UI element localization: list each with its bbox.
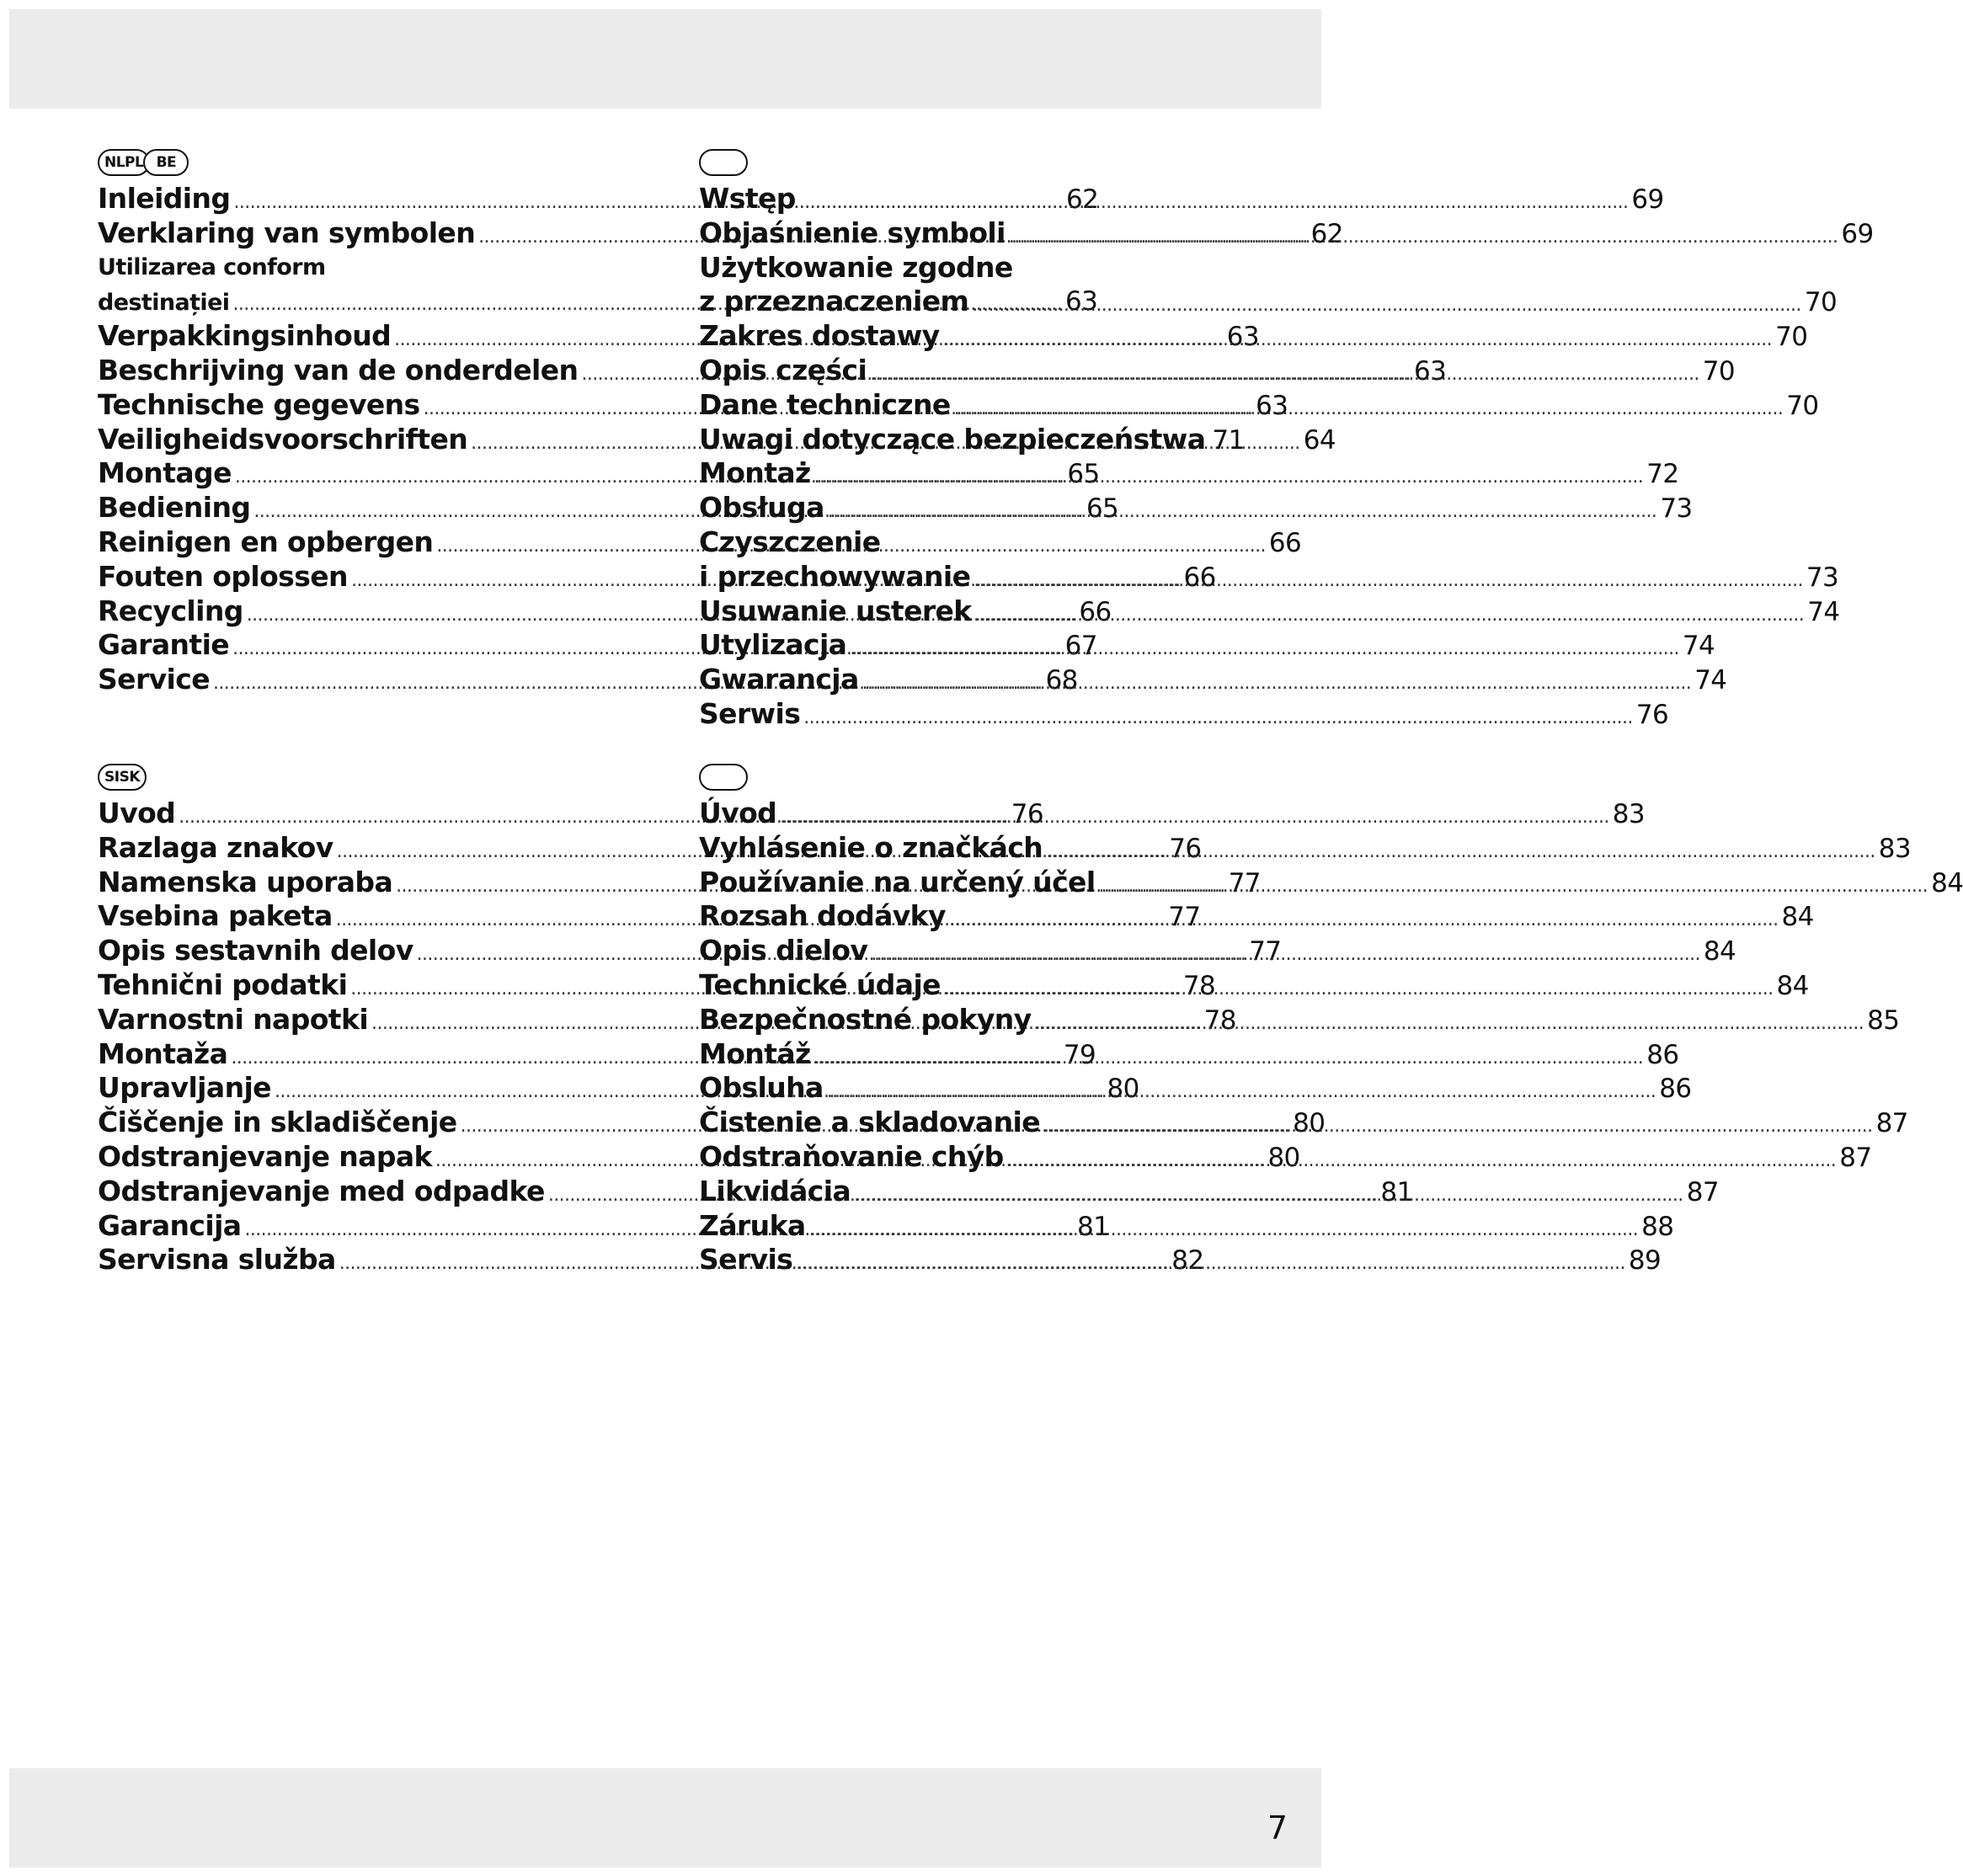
toc-entry-page: 76	[1169, 833, 1202, 864]
language-badges	[98, 143, 628, 182]
toc-entry-page: 62	[1310, 218, 1343, 249]
toc-entry-title: Odstraňovanie chýb	[699, 1139, 1004, 1173]
toc-entry-title: Používanie na určený účel	[699, 865, 1096, 898]
dot-leader	[828, 495, 1657, 530]
toc-entry-title: Technické údaje	[699, 967, 941, 1001]
toc-entry-page: 74	[1694, 665, 1727, 696]
toc-entry[interactable]	[699, 285, 1838, 319]
toc-entry-page: 70	[1702, 355, 1735, 386]
toc-entry-title: Montáž	[699, 1037, 811, 1070]
toc-entry-page: 70	[1804, 287, 1838, 318]
toc-entry-page: 80	[1293, 1108, 1326, 1139]
toc-entry-page: 73	[1806, 562, 1839, 593]
dot-leader	[949, 903, 1779, 938]
toc-entry-page: 88	[1641, 1211, 1674, 1242]
toc-entry-title: Úvod	[699, 797, 777, 829]
toc-entry-page: 66	[1268, 527, 1302, 558]
toc-entry-title: Montage	[98, 456, 232, 490]
language-badge	[699, 149, 748, 176]
toc-entry-page: 85	[1867, 1005, 1900, 1036]
toc-entry[interactable]	[699, 628, 1715, 663]
toc-entry-title: Uwagi dotyczące bezpieczeństwa	[699, 422, 1206, 456]
dot-leader	[870, 358, 1699, 392]
toc-entry[interactable]	[699, 251, 1230, 285]
toc-entry-title: Odstranjevanje napak	[98, 1139, 432, 1173]
toc-entry-title: Čiščenje in skladiščenje	[98, 1106, 457, 1139]
language-badge: SISK	[98, 764, 147, 791]
toc-entry-title: Garantie	[98, 628, 230, 662]
toc-entry-title: Beschrijving van de onderdelen	[98, 353, 579, 386]
dot-leader	[1046, 835, 1875, 870]
toc-entry-title: Dane techniczne	[699, 387, 951, 421]
toc-entry-title: Montaż	[699, 456, 811, 490]
toc-entry-page: 66	[1079, 596, 1112, 627]
toc-entry-page: 76	[1011, 799, 1044, 829]
toc-entry-page: 64	[1303, 424, 1336, 456]
toc-entry[interactable]	[699, 182, 1664, 216]
toc-entry-page: 70	[1775, 322, 1808, 353]
toc-entry[interactable]	[699, 663, 1727, 697]
toc-entry-page: 62	[1066, 184, 1099, 215]
dot-leader	[780, 801, 1609, 835]
toc-entry-page: 65	[1086, 493, 1119, 525]
toc-entry-title: Bediening	[98, 491, 251, 525]
toc-entry-title: Reinigen en opbergen	[98, 525, 434, 558]
toc-entry-title: z przeznaczeniem	[699, 285, 969, 318]
toc-entry-page: 63	[1414, 355, 1447, 386]
toc-entry-page: 71	[1212, 424, 1245, 456]
toc-entry-page: 69	[1631, 184, 1664, 215]
dot-leader	[814, 461, 1644, 495]
toc-entry-title: Opis części	[699, 353, 867, 386]
dot-leader	[972, 289, 1801, 323]
toc-entry[interactable]	[699, 696, 1669, 732]
toc-entry-title: Wstęp	[699, 182, 796, 215]
toc-entry-title: destinației	[98, 290, 230, 317]
toc-entry-title: Bezpečnostné pokyny	[699, 1002, 1032, 1036]
toc-entry-page: 86	[1659, 1074, 1692, 1105]
toc-entry-title: i przechowywanie	[699, 559, 971, 593]
toc-entry-page: 83	[1878, 833, 1911, 864]
toc-entry-page: 87	[1686, 1176, 1719, 1207]
toc-entry-page: 87	[1839, 1142, 1872, 1173]
language-badges	[98, 758, 628, 797]
toc-entry-page: 67	[1064, 631, 1097, 662]
toc-entry-title: Montaža	[98, 1037, 228, 1070]
toc-entry-page: 73	[1660, 493, 1693, 525]
toc-entry-title: Usuwanie usterek	[699, 594, 972, 627]
language-badges	[699, 758, 1230, 797]
toc-entry-title: Zakres dostawy	[699, 319, 940, 353]
toc-entry-page: 84	[1776, 970, 1809, 1001]
toc-entry-page: 74	[1807, 596, 1840, 627]
toc-entry-title: Serwis	[699, 696, 801, 730]
dot-leader	[796, 1247, 1625, 1282]
page-number: 7	[1267, 1809, 1288, 1847]
toc-entry[interactable]	[98, 251, 628, 285]
toc-entry-title: Veiligheidsvoorschriften	[98, 422, 468, 456]
toc-entry[interactable]	[699, 1208, 1674, 1244]
toc-entry-title: Utilizarea conform	[98, 253, 326, 280]
header-band	[9, 9, 1321, 109]
toc-entry[interactable]	[699, 594, 1840, 629]
toc-entry[interactable]	[699, 1243, 1662, 1277]
toc-entry-page: 69	[1841, 218, 1874, 249]
toc-entry-page: 65	[1067, 459, 1100, 490]
toc-entry-title: Objaśnienie symboli	[699, 216, 1006, 249]
footer-band	[9, 1768, 1321, 1868]
language-badge	[699, 764, 748, 791]
toc-entry-page: 80	[1107, 1074, 1139, 1105]
toc-entry-title: Vsebina paketa	[98, 899, 333, 933]
toc-entry-title: Servisna služba	[98, 1243, 336, 1276]
dot-leader	[973, 564, 1803, 599]
toc-entry-title: Čistenie a skladovanie	[699, 1106, 1040, 1139]
toc-entry[interactable]	[699, 1002, 1900, 1037]
dot-leader	[954, 392, 1784, 427]
toc-entry-title: Verklaring van symbolen	[98, 216, 476, 249]
toc-entry[interactable]	[699, 1037, 1679, 1072]
dot-leader	[854, 1179, 1683, 1213]
dot-leader	[1035, 1007, 1864, 1042]
toc-entry-page: 63	[1226, 322, 1259, 353]
toc-entry-page: 68	[1045, 665, 1078, 696]
toc-entry-page: 74	[1682, 631, 1715, 662]
toc-entry[interactable]	[699, 967, 1809, 1003]
toc-entry-title: Likvidácia	[699, 1174, 851, 1207]
toc-entry-page: 78	[1182, 970, 1216, 1001]
toc-entry-page: 70	[1786, 390, 1819, 421]
toc-entry-page: 84	[1703, 936, 1736, 967]
toc-entry-title: Odstranjevanje med odpadke	[98, 1174, 545, 1207]
toc-entry-title: Garancija	[98, 1208, 242, 1242]
toc-entry[interactable]	[699, 491, 1693, 525]
toc-entry-title: Rozsah dodávky	[699, 899, 946, 933]
toc-entry-title: Verpakkingsinhoud	[98, 319, 392, 353]
toc-entry-page: 84	[1781, 902, 1814, 933]
toc-entry[interactable]	[699, 899, 1814, 934]
toc-entry-title: Obsluha	[699, 1071, 824, 1105]
toc-entry-title: Tehnični podatki	[98, 967, 348, 1001]
toc-entry-title: Uvod	[98, 797, 176, 829]
toc-entry-page: 79	[1063, 1039, 1096, 1070]
toc-entry[interactable]	[699, 559, 1839, 594]
toc-entry-title: Opis dielov	[699, 934, 868, 967]
toc-entry[interactable]	[699, 1071, 1692, 1106]
toc-entry-title: Czyszczenie	[699, 525, 881, 558]
toc-entry-title: Fouten oplossen	[98, 559, 348, 593]
toc-entry-title: Razlaga znakov	[98, 830, 333, 864]
dot-leader	[803, 701, 1633, 736]
toc-entry-title: Opis sestavnih delov	[98, 934, 413, 967]
toc-entry[interactable]	[98, 1243, 1204, 1277]
toc-entry-title: Użytkowanie zgodne	[699, 250, 1013, 284]
toc-entry-page: 83	[1612, 799, 1646, 829]
toc-entry-page: 77	[1249, 936, 1282, 967]
dot-leader	[1043, 1110, 1873, 1144]
toc-entry-title: Upravljanje	[98, 1071, 271, 1105]
dot-leader	[871, 938, 1700, 973]
toc-entry-title: Vyhlásenie o značkách	[699, 830, 1043, 864]
toc-entry-page: 76	[1635, 699, 1669, 730]
toc-entry-page: 81	[1380, 1176, 1413, 1207]
language-badge: BE	[143, 149, 189, 176]
toc-entry-page: 77	[1168, 902, 1201, 933]
toc-entry-page: 78	[1203, 1005, 1236, 1036]
toc-entry-page: 77	[1228, 867, 1261, 898]
language-badge: NLPL	[98, 149, 150, 176]
toc-entry[interactable]	[699, 456, 1679, 491]
toc-entry[interactable]	[699, 830, 1911, 866]
toc-entry-page: 66	[1183, 562, 1216, 593]
toc-entry-page: 80	[1267, 1142, 1300, 1173]
toc-entry-title: Service	[98, 663, 210, 696]
toc-entry-title: Obsługa	[699, 491, 824, 525]
dot-leader	[1099, 870, 1928, 904]
toc-entry-title: Inleiding	[98, 182, 231, 215]
toc-entry[interactable]	[699, 525, 1230, 560]
toc-entry-title: Gwarancja	[699, 663, 859, 696]
toc-entry[interactable]	[699, 797, 1646, 831]
dot-leader	[862, 667, 1692, 701]
dot-leader	[814, 1042, 1644, 1076]
toc-entry-title: Záruka	[699, 1208, 806, 1242]
dot-leader	[1009, 221, 1838, 255]
toc-entry-title: Utylizacja	[699, 628, 847, 662]
dot-leader	[809, 1213, 1639, 1248]
toc-entry-title: Namenska uporaba	[98, 865, 393, 898]
toc-entry-page: 63	[1065, 286, 1098, 317]
dot-leader	[850, 632, 1679, 667]
language-badges	[699, 143, 1230, 182]
toc-entry-page: 82	[1171, 1245, 1204, 1276]
toc-entry-title: Servis	[699, 1243, 793, 1276]
dot-leader	[943, 323, 1773, 358]
toc-entry-page: 84	[1931, 867, 1963, 898]
dot-leader	[975, 599, 1805, 633]
toc-entry-page: 89	[1628, 1245, 1662, 1276]
toc-entry-title: Recycling	[98, 594, 243, 627]
toc-entry-page: 86	[1646, 1039, 1679, 1070]
dot-leader	[944, 973, 1774, 1007]
toc-entry-page: 87	[1875, 1108, 1908, 1139]
toc-entry-page: 63	[1256, 390, 1288, 421]
toc-entry-page: 81	[1077, 1211, 1110, 1242]
dot-leader	[1007, 1144, 1837, 1179]
dot-leader	[799, 186, 1629, 221]
toc-entry-title: Varnostni napotki	[98, 1002, 369, 1036]
toc-entry-title: Technische gegevens	[98, 387, 420, 421]
toc-entry-page: 72	[1646, 459, 1679, 490]
toc-entry[interactable]	[699, 422, 1245, 457]
